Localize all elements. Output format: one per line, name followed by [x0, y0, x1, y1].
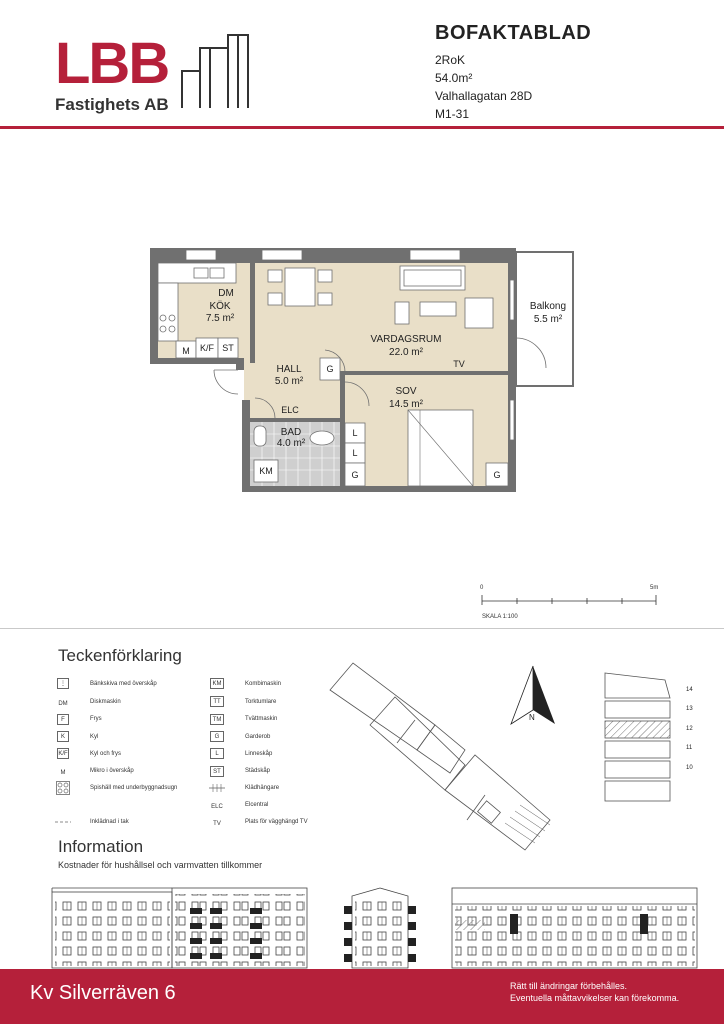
- label-elc: ELC: [281, 405, 299, 415]
- info-address: Valhallagatan 28D: [435, 89, 533, 103]
- label-km: KM: [259, 466, 273, 476]
- information-text: Kostnader för hushållsel och varmvatten tillkommer: [58, 860, 263, 870]
- legend-text: Diskmaskin: [90, 699, 121, 705]
- room-area-balcony: 5.5 m²: [533, 314, 563, 325]
- legend-sym-m: M: [60, 769, 66, 776]
- legend-sym-tt: TT: [210, 696, 224, 707]
- compass-label: N: [529, 713, 535, 722]
- stove-icon: [56, 781, 70, 795]
- room-area-living: 22.0 m²: [389, 347, 423, 358]
- legend-sym-k: K: [57, 731, 69, 742]
- room-name-balcony: Balkong: [529, 301, 567, 312]
- property-name: Kv Silverräven 6: [30, 982, 176, 1004]
- floor-label: 14: [686, 687, 693, 693]
- information-title: Information: [58, 837, 144, 856]
- scale-bar: [470, 593, 670, 607]
- room-area-bath: 4.0 m²: [276, 438, 306, 449]
- legend-text: Frys: [90, 716, 102, 722]
- legend-sym-tm: TM: [210, 714, 224, 725]
- legend-text: Tvättmaskin: [245, 716, 278, 722]
- room-name-kitchen: KÖK: [209, 301, 231, 312]
- building-elevations: [0, 884, 724, 970]
- section-divider: [0, 628, 724, 629]
- legend-text: Kyl och frys: [90, 751, 122, 757]
- room-area-bedroom: 14.5 m²: [389, 399, 423, 410]
- scale-start: 0: [480, 585, 484, 591]
- legend-text: Bänkskiva med överskåp: [90, 681, 157, 687]
- legend-sym-f: F: [57, 714, 69, 725]
- legend-title: Teckenförklaring: [58, 646, 182, 665]
- scale-end: 5m: [650, 585, 659, 591]
- legend-text: Plats för vägghängd TV: [245, 819, 308, 825]
- info-area: 54.0m²: [435, 71, 473, 85]
- legend-sym-l: L: [210, 748, 224, 759]
- info-apartment-id: M1-31: [435, 107, 470, 121]
- floor-plan: [140, 240, 580, 500]
- logo-text: LBB: [55, 31, 169, 96]
- floor-label: 10: [686, 765, 693, 771]
- room-area-hall: 5.0 m²: [274, 376, 304, 387]
- legend-sym-tv: TV: [213, 820, 221, 827]
- clothes-hanger-icon: [208, 782, 226, 794]
- legend-sym-elc: ELC: [211, 803, 223, 810]
- legend-sym-st: ST: [210, 766, 224, 777]
- label-tv: TV: [453, 359, 465, 369]
- info-rooms: 2RoK: [435, 53, 466, 67]
- legend-text: Klädhängare: [245, 785, 280, 791]
- logo-building-icon: [180, 33, 255, 113]
- legend-text: Kyl: [90, 734, 99, 740]
- room-area-kitchen: 7.5 m²: [205, 313, 235, 324]
- label-cleaning-closet: ST: [222, 343, 234, 353]
- label-wardrobe-bed: G: [351, 470, 359, 480]
- room-name-hall: HALL: [276, 364, 302, 375]
- floor-stack-diagram: [595, 668, 680, 808]
- legend-sym-kf: K/F: [57, 748, 69, 759]
- room-name-living: VARDAGSRUM: [370, 334, 442, 345]
- label-wardrobe-bed-2: G: [493, 470, 501, 480]
- label-microwave: M: [182, 346, 190, 356]
- room-name-bath: BAD: [280, 427, 302, 438]
- scale-label: SKALA 1:100: [482, 614, 518, 620]
- legend-text: Linneskåp: [245, 751, 273, 757]
- legend-text: Inklädnad i tak: [90, 819, 129, 825]
- floor-label: 13: [686, 706, 693, 712]
- legend-sym-dm: DM: [58, 700, 68, 707]
- label-fridge-freezer: K/F: [199, 343, 215, 353]
- logo-subtitle: Fastighets AB: [55, 95, 169, 114]
- legend-sym-counter: ⋮: [57, 678, 69, 689]
- footer-note-2: Eventuella måttavvikelser kan förekomma.: [510, 993, 680, 1003]
- document-title: BOFAKTABLAD: [435, 22, 592, 44]
- floor-label: 11: [686, 745, 693, 751]
- label-linen-2: L: [352, 448, 358, 458]
- legend-text: Mikro i överskåp: [90, 768, 134, 774]
- label-wardrobe-hall: G: [326, 364, 334, 374]
- header-divider: [0, 126, 724, 129]
- legend-text: Garderob: [245, 734, 271, 740]
- legend-text: Spishäll med underbyggnadsugn: [90, 785, 178, 791]
- legend-sym-g: G: [210, 731, 224, 742]
- legend-text: Städskåp: [245, 768, 271, 774]
- floor-label: 12: [686, 726, 693, 732]
- room-name-bedroom: SOV: [395, 386, 417, 397]
- legend-text: Kombimaskin: [245, 681, 282, 687]
- label-linen-1: L: [352, 428, 358, 438]
- legend-sym-km: KM: [210, 678, 224, 689]
- legend-text: Torktumlare: [245, 699, 277, 705]
- legend-text: Elcentral: [245, 802, 269, 808]
- room-name-dm: DM: [218, 288, 234, 299]
- footer-note-1: Rätt till ändringar förbehålles.: [510, 981, 628, 991]
- dashed-line-icon: [55, 820, 71, 824]
